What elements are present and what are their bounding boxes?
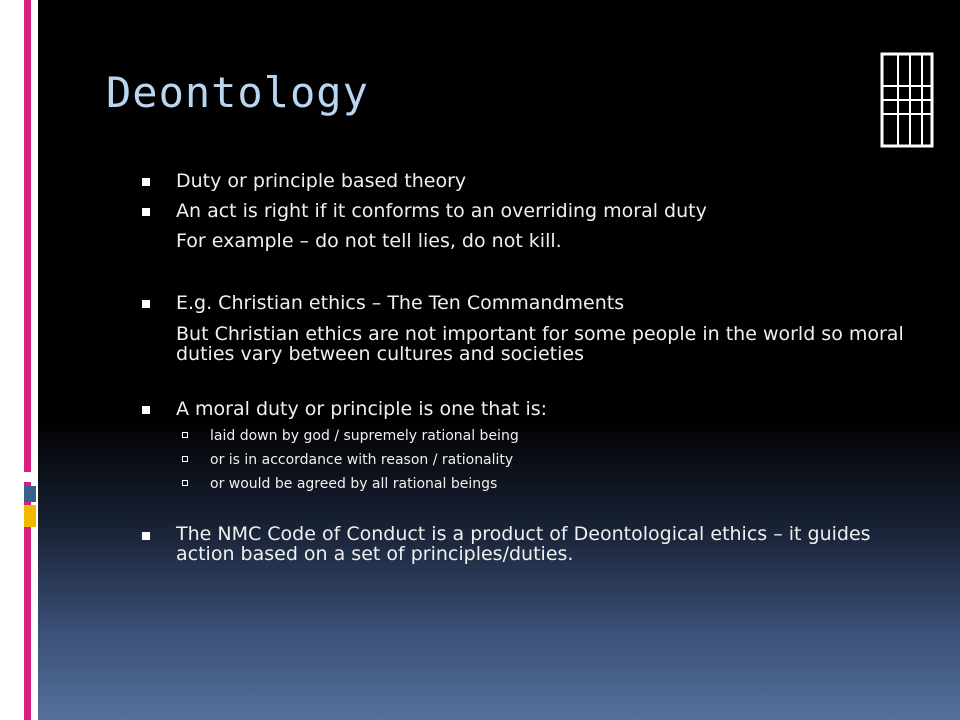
side-accent-yellow: [24, 505, 36, 527]
sub-bullet-item: [140, 452, 920, 468]
bullet-square-icon: [142, 532, 150, 540]
bullet-item: [140, 398, 920, 420]
sub-bullet-text: or would be agreed by all rational beings: [210, 476, 498, 492]
slide-title: Deontology: [106, 68, 369, 117]
bullet-continuation: But Christian ethics are not important for some people in the world so moral duties vary between cultures and societies: [176, 323, 904, 365]
side-accent-bar: [0, 0, 38, 720]
slide-body: [140, 170, 920, 564]
bullet-continuation: For example – do not tell lies, do not kill.: [176, 230, 562, 252]
sub-bullet-square-icon: [182, 480, 188, 486]
sub-bullet-item: [140, 476, 920, 492]
bullet-item: [140, 524, 920, 564]
bullet-text: A moral duty or principle is one that is:: [176, 398, 548, 420]
sub-bullet-square-icon: [182, 456, 188, 462]
bullet-text: E.g. Christian ethics – The Ten Commandments: [176, 292, 625, 314]
corner-decoration-icon: [876, 48, 938, 152]
bullet-square-icon: [142, 178, 150, 186]
side-accent-gap: [24, 472, 36, 482]
bullet-item: [140, 292, 920, 314]
sub-bullet-text: or is in accordance with reason / rationality: [210, 452, 514, 468]
bullet-square-icon: [142, 406, 150, 414]
bullet-text: The NMC Code of Conduct is a product of Deontological ethics – it guides action based on a set of principles/duties.: [176, 523, 871, 565]
bullet-item: [140, 170, 920, 192]
sub-bullet-square-icon: [182, 432, 188, 438]
sub-bullet-text: laid down by god / supremely rational being: [210, 428, 519, 444]
bullet-square-icon: [142, 300, 150, 308]
side-accent-blue: [24, 486, 36, 502]
bullet-text: An act is right if it conforms to an overriding moral duty: [176, 200, 707, 222]
bullet-text: Duty or principle based theory: [176, 170, 467, 192]
bullet-square-icon: [142, 208, 150, 216]
sub-bullet-item: [140, 428, 920, 444]
bullet-item: [140, 200, 920, 222]
